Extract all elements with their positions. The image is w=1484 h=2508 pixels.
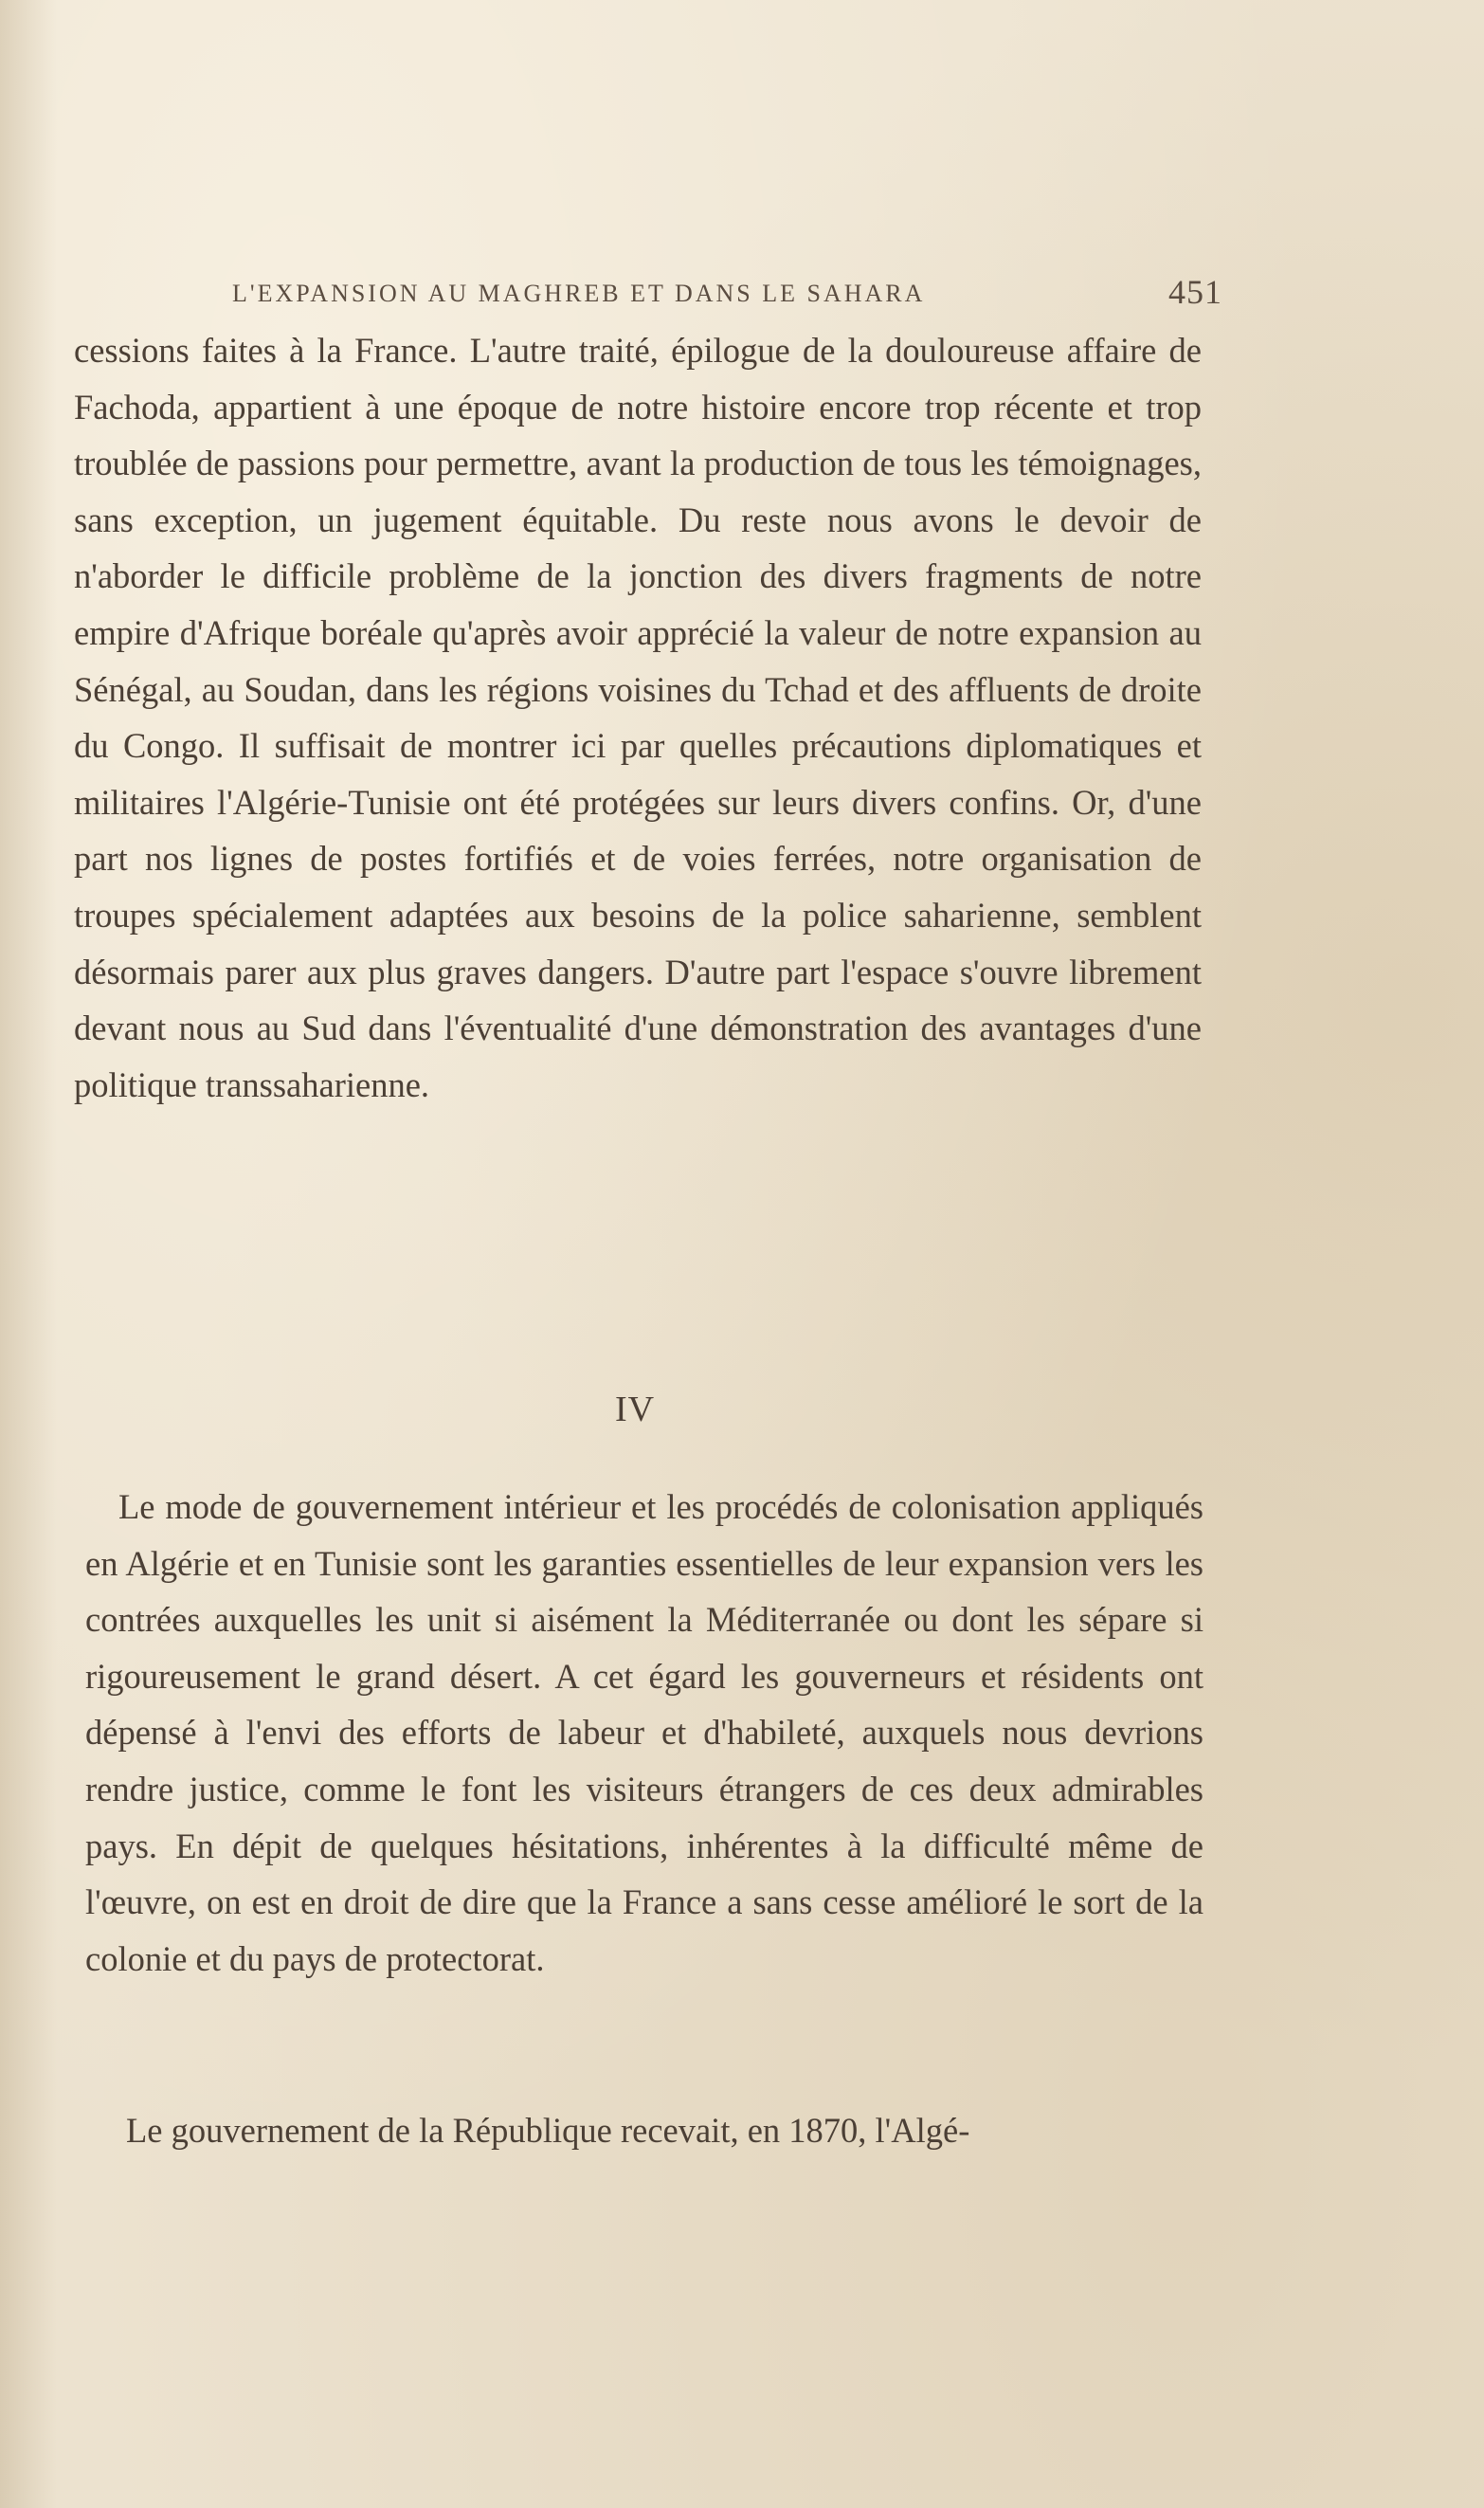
paragraph-3: Le gouvernement de la République recevait, en 1870, l'Algé- — [126, 2111, 970, 2150]
page-number: 451 — [1168, 273, 1222, 311]
paragraph-2: Le mode de gouvernement intérieur et les procédés de colonisation appliqués en Algérie et en Tunisie sont les garanties essentielles de leur expansion vers les contrées auxquelles les unit si aisément la Méditerranée ou dont les sépare si rigoureusement le grand désert. A cet égard les gouverneurs et résidents ont dépensé à l'envi des efforts de labeur et d'habileté, auxquels nous devrions rendre justice, comme le font les visiteurs étrangers de ces deux admirables pays. En dépit de quelques hésitations, inhérentes à la difficulté même de l'œuvre, on est en droit de dire que la France a sans cesse amélioré le sort de la colonie et du pays de protectorat. — [85, 1487, 1203, 1978]
spine-shadow — [0, 0, 57, 2508]
paragraph-1: cessions faites à la France. L'autre traité, épilogue de la douloureuse affaire de Fachoda, appartient à une époque de notre histoire encore trop récente et trop troublée de passions pour permettre, avant la production de tous les témoignages, sans exception, un jugement équitable. Du reste nous avons le devoir de n'aborder le difficile problème de la jonction des divers fragments de notre empire d'Afrique boréale qu'après avoir apprécié la valeur de notre expansion au Sénégal, au Soudan, dans les régions voisines du Tchad et des affluents de droite du Congo. Il suffisait de montrer ici par quelles précautions diplomatiques et militaires l'Algérie-Tunisie ont été protégées sur leurs divers confins. Or, d'une part nos lignes de postes fortifiés et de voies ferrées, notre organisation de troupes spécialement adaptées aux besoins de la police saharienne, semblent désormais parer aux plus graves dangers. D'autre part l'espace s'ouvre librement devant nous au Sud dans l'éventualité d'une démonstration des avantages d'une politique transsaharienne. — [74, 331, 1202, 1104]
running-head — [232, 273, 1222, 318]
section-heading: IV — [614, 1390, 656, 1429]
running-head-title: L'EXPANSION AU MAGHREB ET DANS LE SAHARA — [232, 280, 926, 307]
